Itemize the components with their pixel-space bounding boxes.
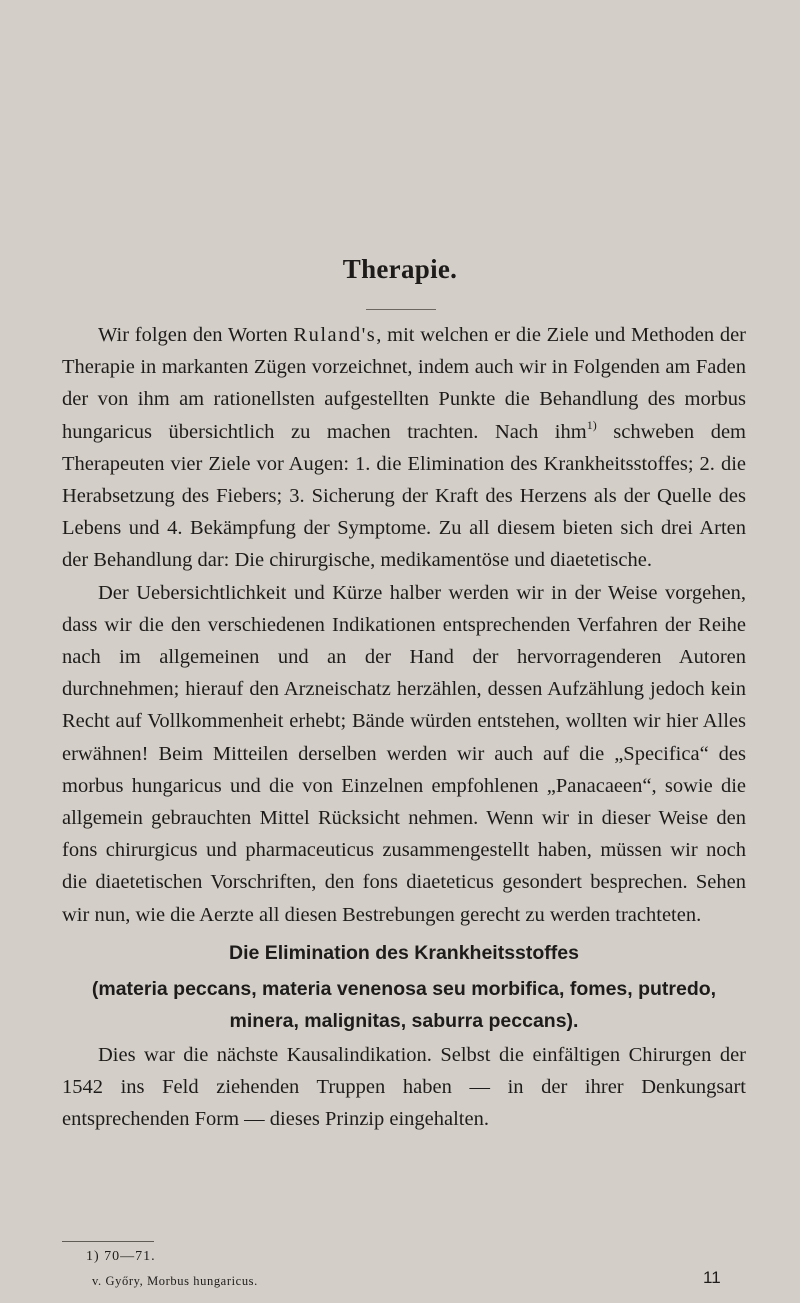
paragraph-1-start: Wir folgen den Worten (98, 324, 294, 346)
paragraph-1 (62, 319, 746, 577)
paragraph-3: Dies war die nächste Kausalindikation. Selbst die einfältigen Chirurgen der 1542 ins Feld ziehenden Truppen haben — in der ihrer Denkungsart entsprechenden Form — dieses Prinzip eingehalten. (62, 1043, 746, 1131)
author-name-ruland: Ruland's (293, 324, 377, 346)
footnote-marker: 1) (586, 417, 597, 432)
running-footer: v. Győry, Morbus hungaricus. (92, 1274, 258, 1288)
paragraph-1-end: schweben dem Therapeuten vier Ziele vor Augen: 1. die Elimination des Krankheitsstoffes; 2. die Herabsetzung des Fiebers; 3. Sicherung der Kraft des Herzens als der Quelle des Lebens und 4. Bekämpfung der Symptome. Zu all diesem bieten sich drei Arten der Behandlung dar: Die chirurgische, medikamentöse und diaetetische. (62, 420, 746, 572)
title-divider (366, 309, 436, 310)
footnote-divider (62, 1241, 154, 1242)
section-subheading: (materia peccans, materia venenosa seu morbifica, fomes, putredo, minera, malignitas, saburra peccans). (91, 977, 717, 1032)
paragraph-1-middle: , mit welchen er die Ziele und Methoden der Therapie in markanten Zügen vorzeichnet, indem auch wir in Folgenden am Faden der von ihm am rationellsten aufgestellten Punkte die Behandlung des morbus hungaricus übersichtlich zu machen trachten. Nach ihm (62, 324, 746, 443)
paragraph-2: Der Uebersichtlichkeit und Kürze halber werden wir in der Weise vorgehen, dass wir die den verschiedenen Indikationen entsprechenden Verfahren der Reihe nach im allgemeinen und an der Hand der hervorragenderen Autoren durchnehmen; hierauf den Arzneischatz herzählen, dessen Aufzählung jedoch kein Recht auf Vollkommenheit erhebt; Bände würden entstehen, wollten wir hier Alles erwähnen! Beim Mitteilen derselben werden wir auch auf die „Specifica“ des morbus hungaricus und die von Einzelnen empfohlenen „Panacaeen“, sowie die allgemein gebrauchten Mittel Rücksicht nehmen. Wenn wir in dieser Weise den fons chirurgicus und pharmaceuticus zusammengestellt haben, müssen wir noch die diaetetischen Vorschriften, den fons diaeteticus gesondert besprechen. Sehen wir nun, wie die Aerzte all diesen Bestrebungen gerecht zu werden trachteten. (62, 581, 746, 926)
footnote: 1) 70—71. (86, 1249, 156, 1264)
page-title: Therapie. (342, 254, 458, 284)
section-heading: Die Elimination des Krankheitsstoffes (228, 941, 579, 964)
main-text (62, 319, 746, 1135)
page-number: 11 (703, 1268, 721, 1287)
